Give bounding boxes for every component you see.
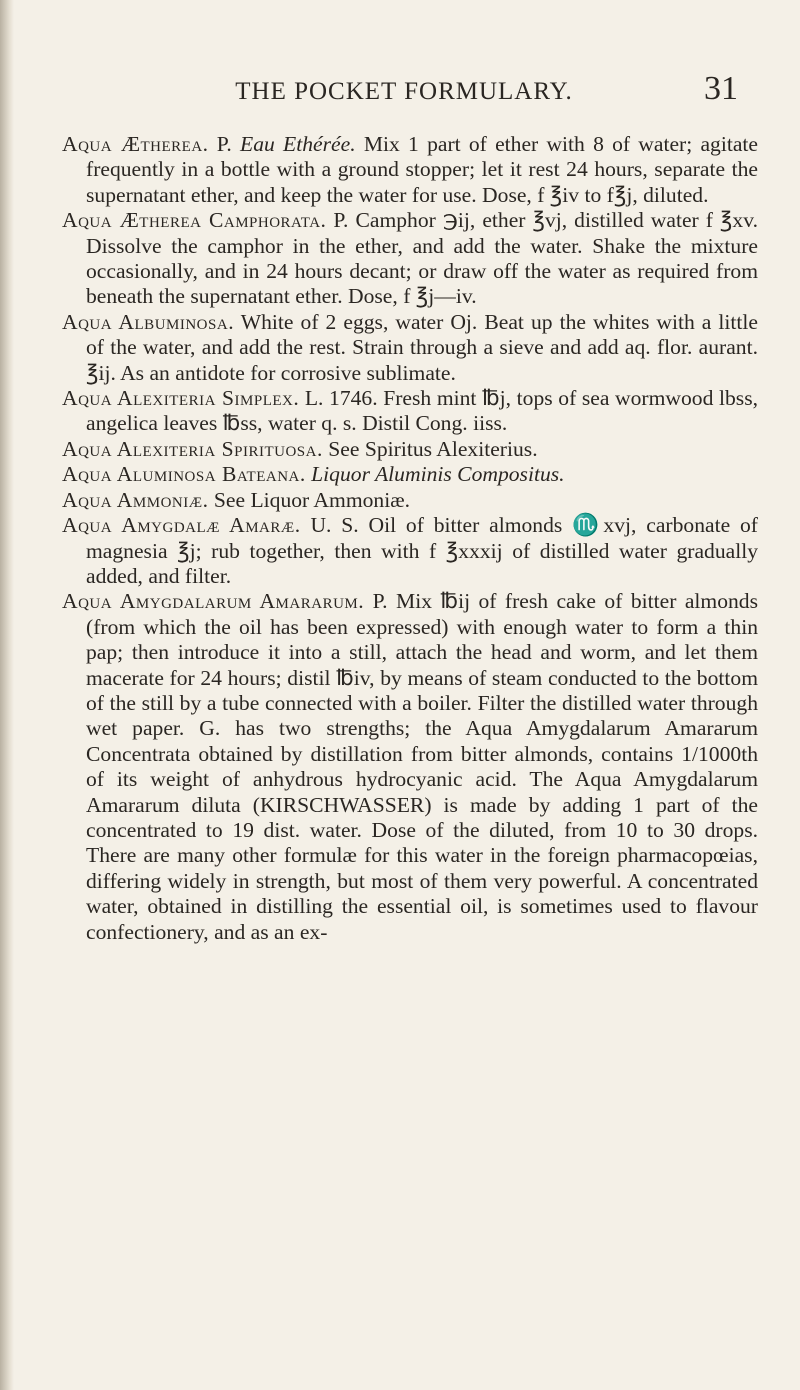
entry-body: Fresh mint ℔j, tops of sea wormwood lbss, angelica leaves ℔ss, water q. s. Distil Cong. iiss. <box>86 386 758 436</box>
entry-source: U. S. <box>300 513 369 538</box>
entry-headword: Aqua Ætherea Camphorata. <box>62 208 327 233</box>
entry-source: P. <box>364 589 396 614</box>
entry-headword: Aqua Amygdalarum Amararum. <box>62 589 365 614</box>
entry-headword: Aqua Amygdalæ Amaræ. <box>62 513 301 538</box>
entry-aqua-aetherea-camphorata <box>62 208 758 310</box>
page-number: 31 <box>704 70 738 107</box>
formulary-entries <box>62 132 758 945</box>
entry-body: Camphor ℈ij, ether ℥vj, distilled water f ℥xv. Dissolve the camphor in the ether, and add the water. Shake the mixture occasionally, and in 24 hours decant; or draw off the water as required from beneath the supernatant ether. Dose, f ℥j—iv. <box>86 208 758 309</box>
entry-aqua-albuminosa <box>62 310 758 386</box>
entry-aqua-aetherea <box>62 132 758 208</box>
entry-headword: Aqua Alexiteria Spirituosa. <box>62 436 323 461</box>
entry-aqua-aluminosa-bateana <box>62 462 758 487</box>
entry-alt-name: Liquor Aluminis Compositus. <box>311 462 565 487</box>
entry-aqua-ammoniae <box>62 488 758 513</box>
page-header <box>70 70 738 112</box>
entry-source: P. <box>208 132 241 156</box>
entry-body: See Liquor Ammoniæ. <box>213 487 411 512</box>
entry-headword: Aqua Ammoniæ. <box>62 487 209 512</box>
entry-body: See Spiritus Alexiterius. <box>328 436 538 461</box>
entry-headword: Aqua Ætherea. <box>62 132 209 156</box>
entry-headword: Aqua Albuminosa. <box>62 309 235 334</box>
entry-body: Mix 1 part of ether with 8 of water; agitate frequently in a bottle with a ground stopper; let it rest 24 hours, separate the supernatant ether, and keep the water for use. Dose, f ℥iv to f℥j, diluted. <box>86 132 759 207</box>
entry-body: Mix ℔ij of fresh cake of bitter almonds (from which the oil has been expressed) with enough water to form a thin pap; then introduce it into a still, attach the head and worm, and let them macerate for 24 hours; distil ℔iv, by means of steam conducted to the bottom of the still by a tube connected with a boiler. Filter the distilled water through wet paper. G. has two strengths; the Aqua Amygdalarum Amararum Concentrata obtained by distillation from bitter almonds, contains 1/1000th of its weight of anhydrous hydrocyanic acid. The Aqua Amygdalarum Amararum diluta (KIRSCHWASSER) is made by adding 1 part of the concentrated to 19 dist. water. Dose of the diluted, from 10 to 30 drops. There are many other formulæ for this water in the foreign pharmacopœias, differing widely in strength, but most of them very powerful. A concentrated water, obtained in distilling the essential oil, is sometimes used to flavour confectionery, and as an ex- <box>86 589 758 944</box>
entry-body: White of 2 eggs, water Oj. Beat up the whites with a little of the water, and add the rest. Strain through a sieve and add aq. flor. aurant. ℥ij. As an antidote for corrosive sublimate. <box>86 309 758 385</box>
running-head: THE POCKET FORMULARY. <box>235 78 573 105</box>
entry-headword: Aqua Aluminosa Bateana. <box>62 462 306 487</box>
entry-source: L. 1746. <box>299 386 384 411</box>
entry-source: P. <box>326 208 356 233</box>
entry-aqua-amygdalae-amarae <box>62 513 758 589</box>
page-binding-edge <box>0 0 14 1390</box>
entry-body: Oil of bitter almonds ♏xvj, carbonate of magnesia ℥j; rub together, then with f ℥xxxij of distilled water gradually added, and filter. <box>86 513 758 588</box>
entry-source <box>234 310 241 334</box>
entry-aqua-amygdalarum-amararum <box>62 589 758 945</box>
entry-alt-name: Eau Ethérée. <box>240 132 356 156</box>
entry-aqua-alexiteria-simplex <box>62 386 758 437</box>
entry-aqua-alexiteria-spirituosa <box>62 437 758 462</box>
entry-headword: Aqua Alexiteria Simplex. <box>62 386 300 411</box>
